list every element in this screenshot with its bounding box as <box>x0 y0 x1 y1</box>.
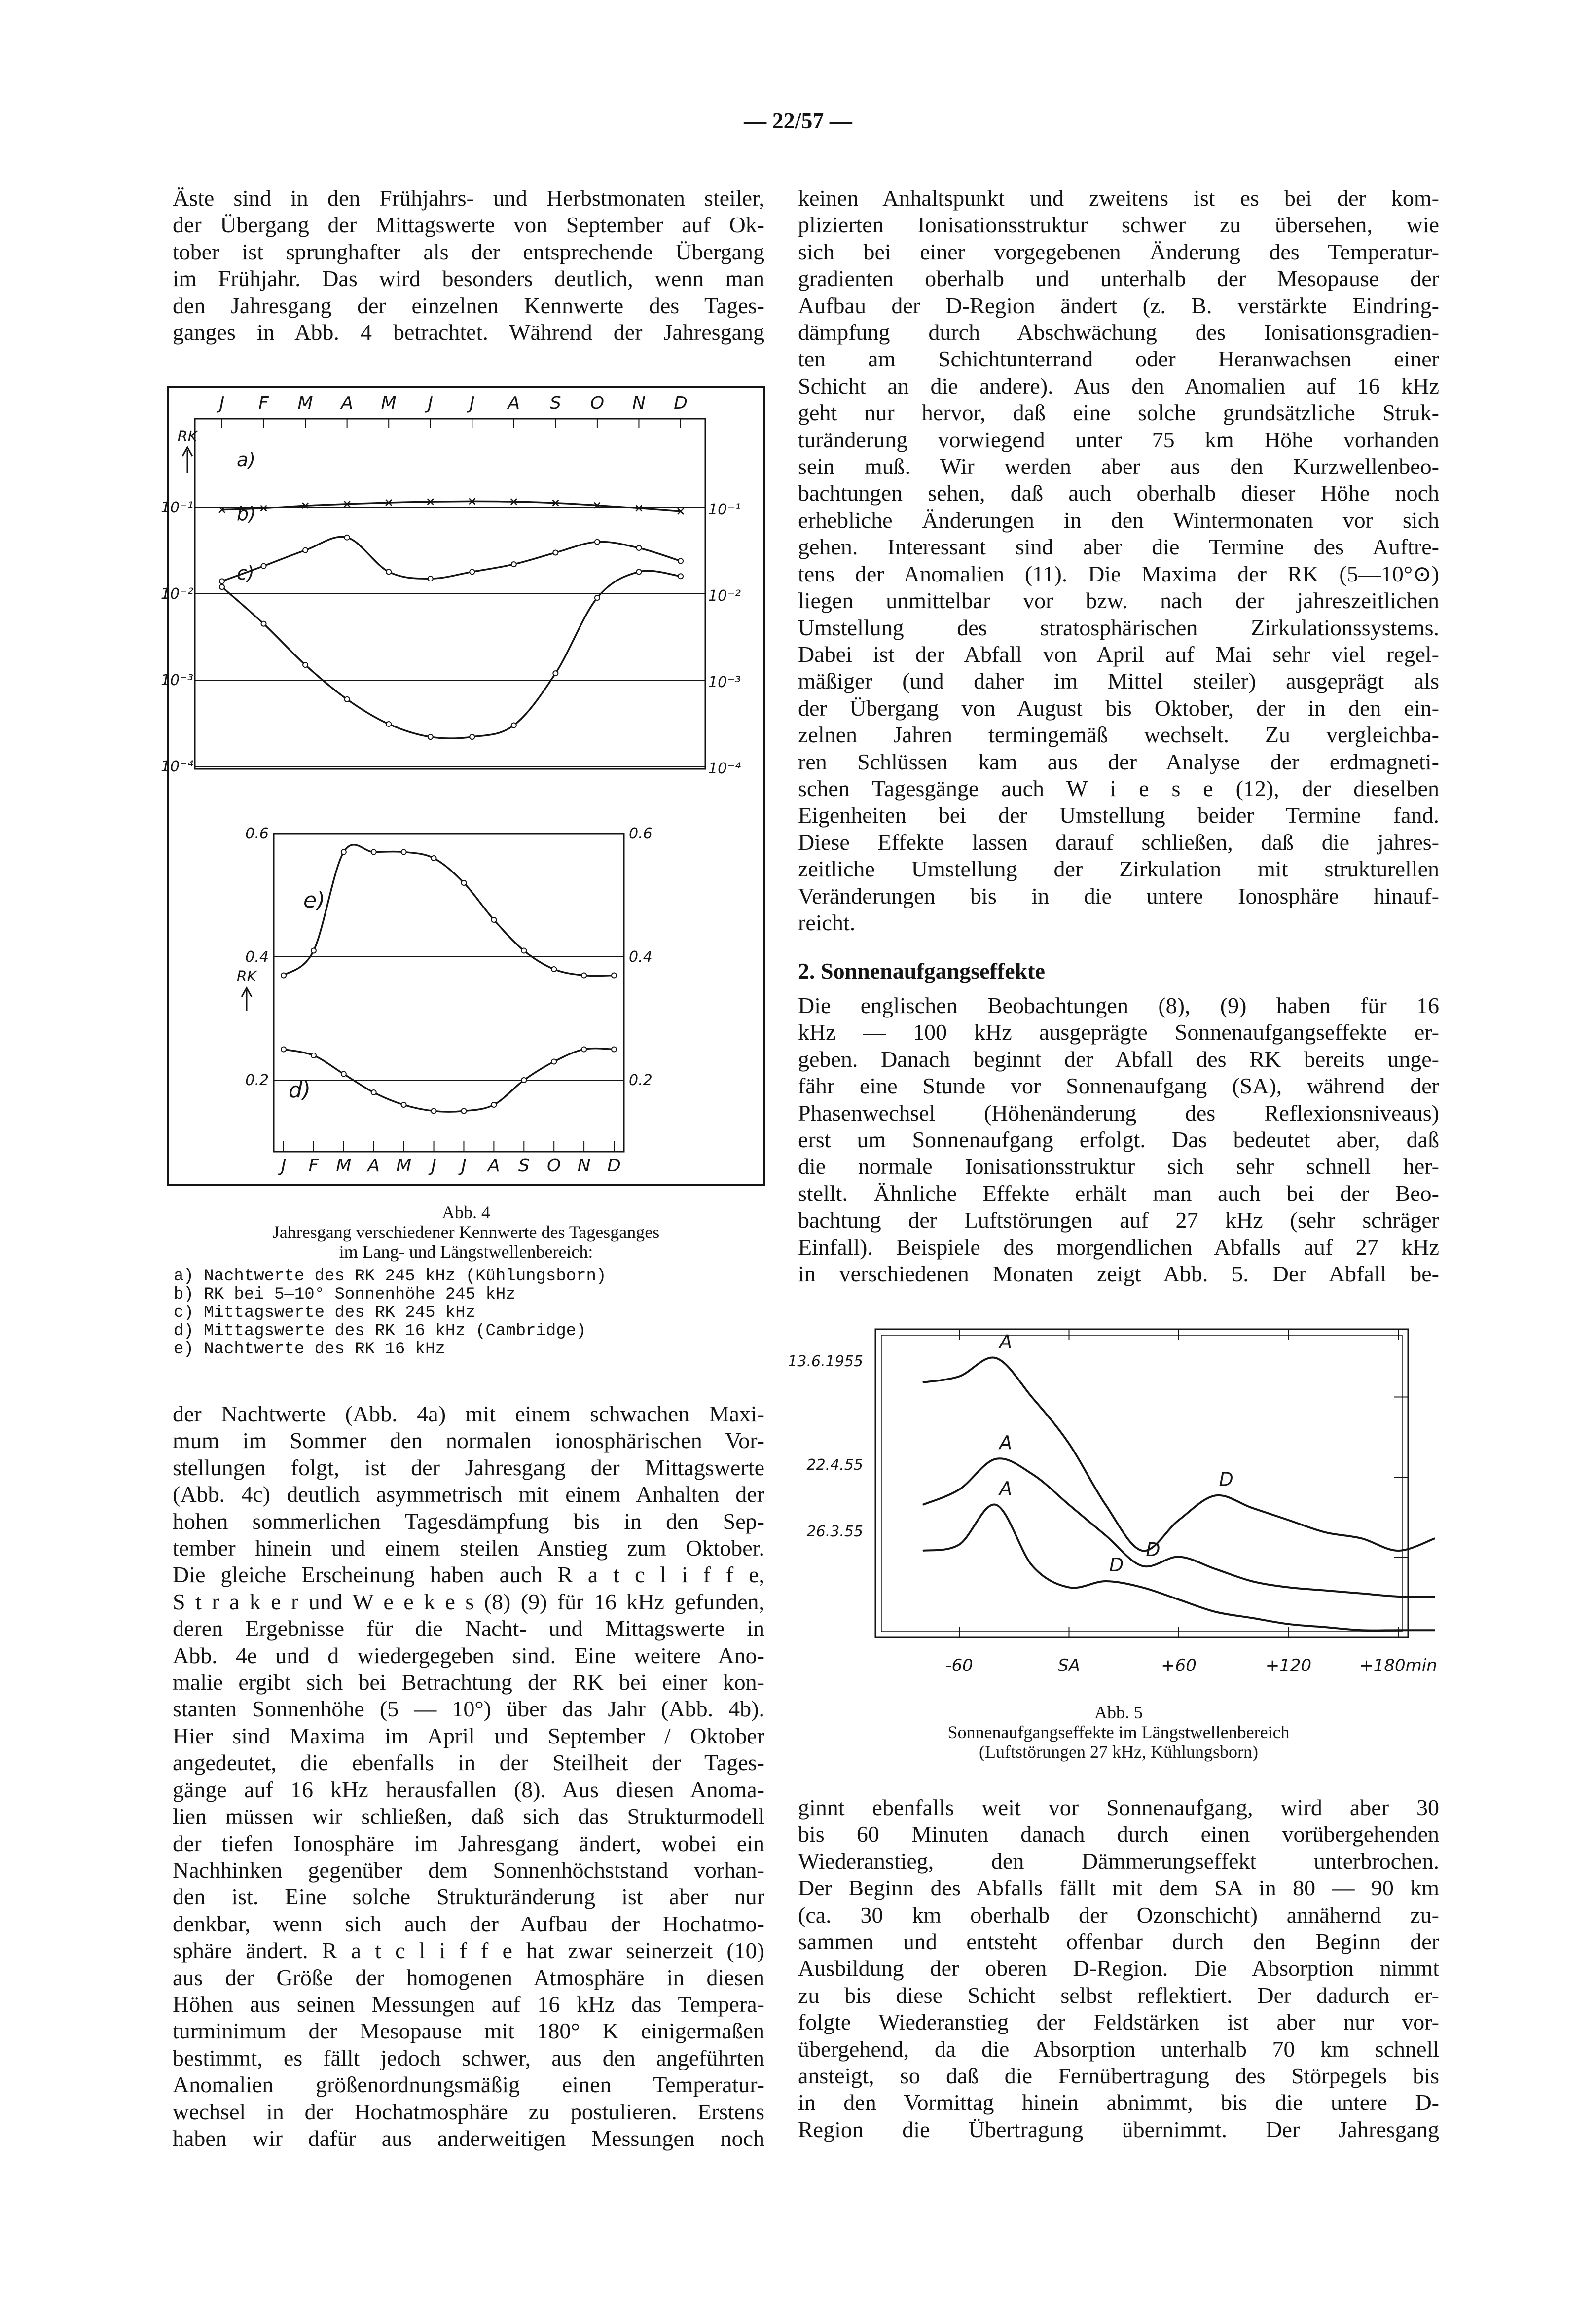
text-line: Höhen aus seinen Messungen auf 16 kHz das Tempera- <box>173 1991 764 2017</box>
text-line: mum im Sommer den normalen ionosphärischen Vor- <box>173 1428 764 1453</box>
figure-5-caption-line-1: Sonnenaufgangseffekte im Längstwellenbereich <box>947 1722 1290 1742</box>
series-line-a <box>222 501 681 511</box>
data-point <box>345 697 350 702</box>
month-tick-label: O <box>590 393 605 413</box>
text-line: Umstellung des stratosphärischen Zirkulationssystems. <box>798 615 1439 640</box>
data-point <box>612 973 617 978</box>
series-line-0 <box>923 1357 1435 1551</box>
data-point <box>432 1109 436 1114</box>
data-point <box>678 574 683 579</box>
y-tick-label-left: 0.2 <box>245 1072 269 1089</box>
right-column-bottom-text <box>798 1794 1439 2143</box>
series-line-c <box>222 571 681 738</box>
y-tick-label-left: 10⁻⁴ <box>160 758 193 775</box>
data-point <box>428 734 433 739</box>
marker-A-label: A <box>999 1478 1013 1499</box>
x-tick-label: +60 <box>1161 1656 1197 1675</box>
text-line: schen Tagesgänge auch W i e s e (12), der dieselben <box>798 775 1439 801</box>
series-date-label: 26.3.55 <box>806 1523 863 1540</box>
text-line: ganges in Abb. 4 betrachtet. Während der Jahresgang <box>173 320 764 345</box>
month-tick-label: J <box>469 393 475 413</box>
text-line: plizierten Ionisationsstruktur schwer zu übersehen, wie <box>798 212 1439 238</box>
text-line: aus der Größe der homogenen Atmosphäre in diesen <box>173 1964 764 1990</box>
month-tick-label: A <box>508 393 520 413</box>
marker-D-label: D <box>1219 1468 1233 1490</box>
text-line: turänderung vorwiegend unter 75 km Höhe vorhanden <box>798 427 1439 452</box>
text-line: Hier sind Maxima im April und September / Oktober <box>173 1723 764 1748</box>
text-line: sphäre ändert. R a t c l i f f e hat zwar seinerzeit (10) <box>173 1938 764 1963</box>
text-line: angedeutet, die ebenfalls in der Steilheit der Tages- <box>173 1750 764 1776</box>
data-point <box>551 967 556 972</box>
figure-4-frame <box>168 387 764 1185</box>
text-line: gehen. Interessant sind aber die Termine des Auftre- <box>798 534 1439 560</box>
marker-A-label: A <box>999 1432 1013 1453</box>
text-line: S t r a k e r und W e e k e s (8) (9) für 16 kHz gefunden, <box>173 1589 764 1614</box>
text-line: gänge auf 16 kHz herausfallen (8). Aus diesen Anoma- <box>173 1777 764 1802</box>
figure-4-legend <box>174 1268 606 1359</box>
text-line: lien müssen wir schließen, daß sich das Strukturmodell <box>173 1804 764 1829</box>
text-line: in verschiedenen Monaten zeigt Abb. 5. Der Abfall be- <box>798 1261 1439 1287</box>
y-tick-label-right: 10⁻² <box>708 587 741 605</box>
legend-item-e: e) Nachtwerte des RK 16 kHz <box>174 1340 445 1359</box>
text-line: tober ist sprunghafter als der entsprechende Übergang <box>173 239 764 264</box>
text-line: tens der Anomalien (11). Die Maxima der RK (5—10°⊙) <box>798 561 1439 586</box>
legend-item-d: d) Mittagswerte des RK 16 kHz (Cambridge) <box>174 1322 586 1341</box>
data-point <box>386 569 391 574</box>
y-axis-label: RK <box>236 968 257 985</box>
curve-label-d: d) <box>289 1078 311 1103</box>
series-line-2 <box>923 1504 1435 1630</box>
text-line: zeitliche Umstellung der Zirkulation mit strukturellen <box>798 856 1439 882</box>
text-line: Der Beginn des Abfalls fällt mit dem SA in 80 — 90 km <box>798 1875 1439 1901</box>
text-line: folgte Wiederanstieg der Feldstärken ist aber nur vor- <box>798 2009 1439 2035</box>
text-line: turminimum der Mesopause mit 180° K einigermaßen <box>173 2018 764 2044</box>
legend-item-b: b) RK bei 5—10° Sonnenhöhe 245 kHz <box>174 1285 516 1304</box>
month-tick-label: D <box>607 1156 621 1176</box>
y-tick-label-left: 10⁻¹ <box>160 499 193 516</box>
data-point <box>432 856 436 861</box>
data-point <box>345 535 350 540</box>
data-point <box>371 850 376 855</box>
series-line-b <box>222 537 681 581</box>
curve-label-e: e) <box>303 888 326 913</box>
figure-4 <box>160 387 764 1186</box>
text-line: der Übergang der Mittagswerte von September auf Ok- <box>173 212 764 238</box>
month-tick-label: J <box>428 393 434 413</box>
month-tick-label: J <box>431 1156 436 1176</box>
text-line: bestimmt, es fällt jedoch schwer, aus den angeführten <box>173 2045 764 2070</box>
text-line: geben. Danach beginnt der Abfall des RK bereits unge- <box>798 1046 1439 1072</box>
data-point <box>511 562 516 567</box>
text-line: Wiederanstieg, den Dämmerungseffekt unterbrochen. <box>798 1848 1439 1874</box>
figure-4-caption <box>168 1202 764 1262</box>
y-tick-label-left: 10⁻² <box>160 585 193 603</box>
month-tick-label: A <box>341 393 353 413</box>
text-line: sich bei einer vorgegebenen Änderung des Temperatur- <box>798 239 1439 264</box>
text-line: zu bis diese Schicht selbst reflektiert. Der dadurch er- <box>798 1982 1439 2008</box>
text-line: Anomalien größenordnungsmäßig einen Temperatur- <box>173 2072 764 2098</box>
text-line: kHz — 100 kHz ausgeprägte Sonnenaufgangseffekte er- <box>798 1019 1439 1045</box>
series-date-label: 13.6.1955 <box>788 1353 863 1370</box>
data-point <box>551 1059 556 1064</box>
month-tick-label: M <box>396 1156 412 1176</box>
month-tick-label: N <box>577 1156 591 1176</box>
text-line: Abb. 4e und d wiedergegeben sind. Eine weitere Ano- <box>173 1642 764 1668</box>
text-line: liegen unmittelbar vor bzw. nach der jahreszeitlichen <box>798 588 1439 614</box>
data-point <box>261 564 266 569</box>
text-line: erhebliche Änderungen in den Wintermonaten vor sich <box>798 507 1439 533</box>
data-point <box>461 1109 466 1114</box>
figure-4-caption-line-1: Jahresgang verschiedener Kennwerte des Tagesganges <box>272 1222 660 1242</box>
month-tick-label: S <box>518 1156 530 1176</box>
text-line: der Übergang von August bis Oktober, der in den ein- <box>798 695 1439 721</box>
left-column-top-text <box>173 185 764 346</box>
text-line: der Nachtwerte (Abb. 4a) mit einem schwachen Maxi- <box>173 1401 764 1426</box>
lower-plot-frame <box>274 834 624 1152</box>
text-line: übergehend, da die Absorption unterhalb 70 km schnell <box>798 2036 1439 2062</box>
data-point <box>470 569 474 574</box>
text-line: (ca. 30 km oberhalb der Ozonschicht) annähernd zu- <box>798 1902 1439 1927</box>
y-tick-label-right: 0.4 <box>629 948 653 966</box>
figure-5-caption-line-2: (Luftstörungen 27 kHz, Kühlungsborn) <box>979 1742 1258 1762</box>
right-column-top-text <box>798 185 1439 936</box>
data-point <box>491 917 496 922</box>
text-line: deren Ergebnisse für die Nacht- und Mittagswerte in <box>173 1616 764 1641</box>
data-point <box>491 1102 496 1107</box>
legend-item-c: c) Mittagswerte des RK 245 kHz <box>174 1304 476 1322</box>
text-line: denkbar, wenn sich auch der Aufbau der Hochatmo- <box>173 1911 764 1936</box>
text-line: gradienten oberhalb und unterhalb der Mesopause der <box>798 266 1439 291</box>
text-line: Veränderungen bis in die untere Ionosphäre hinauf- <box>798 883 1439 908</box>
data-point <box>219 584 224 589</box>
text-line: zelnen Jahren termingemäß wechselt. Zu vergleichba- <box>798 722 1439 748</box>
x-tick-label: SA <box>1058 1656 1080 1675</box>
month-tick-label: J <box>461 1156 467 1176</box>
text-line: bis 60 Minuten danach durch einen vorübergehenden <box>798 1821 1439 1847</box>
y-tick-label-right: 10⁻¹ <box>708 501 741 518</box>
left-column-bottom-text <box>173 1401 764 2152</box>
right-column-section-text <box>798 992 1439 1287</box>
text-line: Einfall). Beispiele des morgendlichen Abfalls auf 27 kHz <box>798 1234 1439 1260</box>
figure-5-caption-title: Abb. 5 <box>1094 1703 1143 1722</box>
text-line: bachtungen sehen, daß auch oberhalb dieser Höhe noch <box>798 480 1439 506</box>
text-line: wechsel in der Hochatmosphäre zu postulieren. Erstens <box>173 2099 764 2124</box>
text-line: Äste sind in den Frühjahrs- und Herbstmonaten steiler, <box>173 185 764 211</box>
text-line: reicht. <box>798 909 856 935</box>
text-line: Nachhinken gegenüber dem Sonnenhöchststand vorhan- <box>173 1857 764 1883</box>
text-line: stellungen folgt, ist der Jahresgang der Mittagswerte <box>173 1454 764 1480</box>
text-line: den Jahresgang der einzelnen Kennwerte des Tages- <box>173 292 764 318</box>
text-line: Schicht an die andere). Aus den Anomalien auf 16 kHz <box>798 373 1439 399</box>
text-line: malie ergibt sich bei Betrachtung der RK bei einer kon- <box>173 1670 764 1695</box>
text-line: (Abb. 4c) deutlich asymmetrisch mit einem Anhalten der <box>173 1482 764 1507</box>
text-line: erst um Sonnenaufgang erfolgt. Das bedeutet aber, daß <box>798 1127 1439 1153</box>
section-heading: 2. Sonnenaufgangseffekte <box>798 958 1045 983</box>
month-tick-label: A <box>488 1156 500 1176</box>
data-point <box>553 671 558 676</box>
text-line: keinen Anhaltspunkt und zweitens ist es bei der kom- <box>798 185 1439 211</box>
text-line: haben wir dafür aus anderweitigen Messungen noch <box>173 2125 764 2151</box>
data-point <box>581 1047 586 1052</box>
data-point <box>341 1072 346 1077</box>
text-line: mäßiger (und daher im Mittel steiler) ausgeprägt als <box>798 668 1439 694</box>
data-point <box>371 1090 376 1095</box>
text-line: Die englischen Beobachtungen (8), (9) haben für 16 <box>798 993 1439 1018</box>
x-tick-label: +120 <box>1265 1656 1312 1675</box>
y-tick-label-right: 10⁻³ <box>708 674 741 691</box>
month-tick-label: M <box>381 393 397 413</box>
text-line: bachtung der Luftstörungen auf 27 kHz (sehr schräger <box>798 1207 1439 1233</box>
text-line: Dabei ist der Abfall von April auf Mai sehr viel regel- <box>798 641 1439 667</box>
data-point <box>428 576 433 581</box>
month-tick-label: F <box>308 1156 319 1176</box>
y-tick-label-right: 10⁻⁴ <box>708 760 741 777</box>
marker-D-label: D <box>1146 1539 1161 1561</box>
data-point <box>303 548 308 553</box>
data-point <box>521 1078 526 1083</box>
text-line: geht nur hervor, daß eine solche grundsätzliche Struk- <box>798 400 1439 426</box>
figure-5-caption <box>798 1703 1439 1762</box>
x-tick-label: +180min <box>1359 1656 1437 1675</box>
text-line: Eigenheiten bei der Umstellung beider Termine fand. <box>798 802 1439 828</box>
data-point <box>311 1053 316 1058</box>
figure-4-caption-line-2: im Lang- und Längstwellenbereich: <box>339 1242 593 1262</box>
curve-label-c: c) <box>237 562 254 584</box>
text-line: im Frühjahr. Das wird besonders deutlich, wenn man <box>173 266 764 291</box>
month-tick-label: A <box>367 1156 380 1176</box>
month-tick-label: D <box>674 393 688 413</box>
text-line: Aufbau der D-Region ändert (z. B. verstärkte Eindring- <box>798 292 1439 318</box>
series-date-label: 22.4.55 <box>806 1456 863 1474</box>
data-point <box>311 948 316 953</box>
month-tick-label: J <box>219 393 225 413</box>
data-point <box>386 722 391 726</box>
text-line: ten am Schichtunterrand oder Heranwachsen einer <box>798 346 1439 372</box>
y-axis-label: RK <box>177 428 198 445</box>
text-line: dämpfung durch Abschwächung des Ionisationsgradien- <box>798 320 1439 345</box>
data-point <box>461 880 466 885</box>
curve-label-a: a) <box>237 449 256 471</box>
data-point <box>595 540 600 545</box>
text-line: fähr eine Stunde vor Sonnenaufgang (SA), während der <box>798 1073 1439 1099</box>
x-tick-label: -60 <box>945 1656 973 1675</box>
text-line: ansteigt, so daß die Fernübertragung des Störpegels bis <box>798 2063 1439 2089</box>
text-line: Phasenwechsel (Höhenänderung des Reflexionsniveaus) <box>798 1100 1439 1126</box>
data-point <box>281 1047 286 1052</box>
legend-item-a: a) Nachtwerte des RK 245 kHz (Kühlungsborn) <box>174 1267 607 1286</box>
data-point <box>595 595 600 600</box>
text-line: Region die Übertragung übernimmt. Der Jahresgang <box>798 2116 1439 2142</box>
marker-A-label: A <box>999 1331 1013 1353</box>
text-line: sein muß. Wir werden aber aus den Kurzwellenbeo- <box>798 454 1439 479</box>
data-point <box>612 1047 617 1052</box>
y-tick-label-left: 0.6 <box>245 825 269 842</box>
data-point <box>581 973 586 978</box>
text-line: Diese Effekte lassen darauf schließen, daß die jahres- <box>798 829 1439 855</box>
data-point <box>470 734 474 739</box>
text-line: tember hinein und einem steilen Anstieg zum Oktober. <box>173 1535 764 1561</box>
section-heading-block <box>798 958 1439 984</box>
text-line: die normale Ionisationsstruktur sich sehr schnell her- <box>798 1154 1439 1179</box>
month-tick-label: J <box>281 1156 287 1176</box>
month-tick-label: S <box>549 393 561 413</box>
figure-4-caption-title: Abb. 4 <box>442 1202 490 1222</box>
text-line: in den Vormittag hinein abnimmt, bis die untere D- <box>798 2090 1439 2115</box>
page-number: — 22/57 — <box>744 108 852 133</box>
text-line: ren Schlüssen kam aus der Analyse der erdmagneti- <box>798 749 1439 774</box>
text-line: den ist. Eine solche Strukturänderung ist aber nur <box>173 1884 764 1910</box>
data-point <box>401 850 406 855</box>
data-point <box>303 662 308 667</box>
figure-5 <box>788 1317 1437 1692</box>
text-line: Die gleiche Erscheinung haben auch R a t c l i f f e, <box>173 1562 764 1588</box>
text-line: sammen und entsteht offenbar durch den Beginn der <box>798 1929 1439 1955</box>
data-point <box>636 569 641 574</box>
data-point <box>511 723 516 728</box>
data-point <box>219 579 224 583</box>
text-line: der tiefen Ionosphäre im Jahresgang ändert, wobei ein <box>173 1830 764 1856</box>
data-point <box>261 621 266 626</box>
month-tick-label: M <box>297 393 313 413</box>
data-point <box>678 558 683 563</box>
month-tick-label: O <box>547 1156 561 1176</box>
text-line: stanten Sonnenhöhe (5 — 10°) über das Jahr (Abb. 4b). <box>173 1696 764 1722</box>
month-tick-label: M <box>336 1156 352 1176</box>
month-tick-label: F <box>258 393 269 413</box>
text-line: hohen sommerlichen Tagesdämpfung bis in den Sep- <box>173 1508 764 1534</box>
data-point <box>636 545 641 550</box>
y-tick-label-left: 10⁻³ <box>160 672 193 689</box>
data-point <box>553 550 558 555</box>
text-line: stellt. Ähnliche Effekte erhält man auch bei der Beo- <box>798 1180 1439 1206</box>
y-tick-label-left: 0.4 <box>245 948 269 966</box>
data-point <box>521 948 526 953</box>
series-line-e <box>284 845 614 976</box>
curve-label-b: b) <box>237 503 256 525</box>
data-point <box>341 850 346 855</box>
data-point <box>281 973 286 978</box>
y-tick-label-right: 0.6 <box>629 825 653 842</box>
data-point <box>401 1102 406 1107</box>
text-line: Ausbildung der oberen D-Region. Die Absorption nimmt <box>798 1956 1439 1981</box>
month-tick-label: N <box>632 393 646 413</box>
y-tick-label-right: 0.2 <box>629 1072 653 1089</box>
text-line: ginnt ebenfalls weit vor Sonnenaufgang, wird aber 30 <box>798 1795 1439 1820</box>
marker-D-label: D <box>1109 1554 1124 1576</box>
